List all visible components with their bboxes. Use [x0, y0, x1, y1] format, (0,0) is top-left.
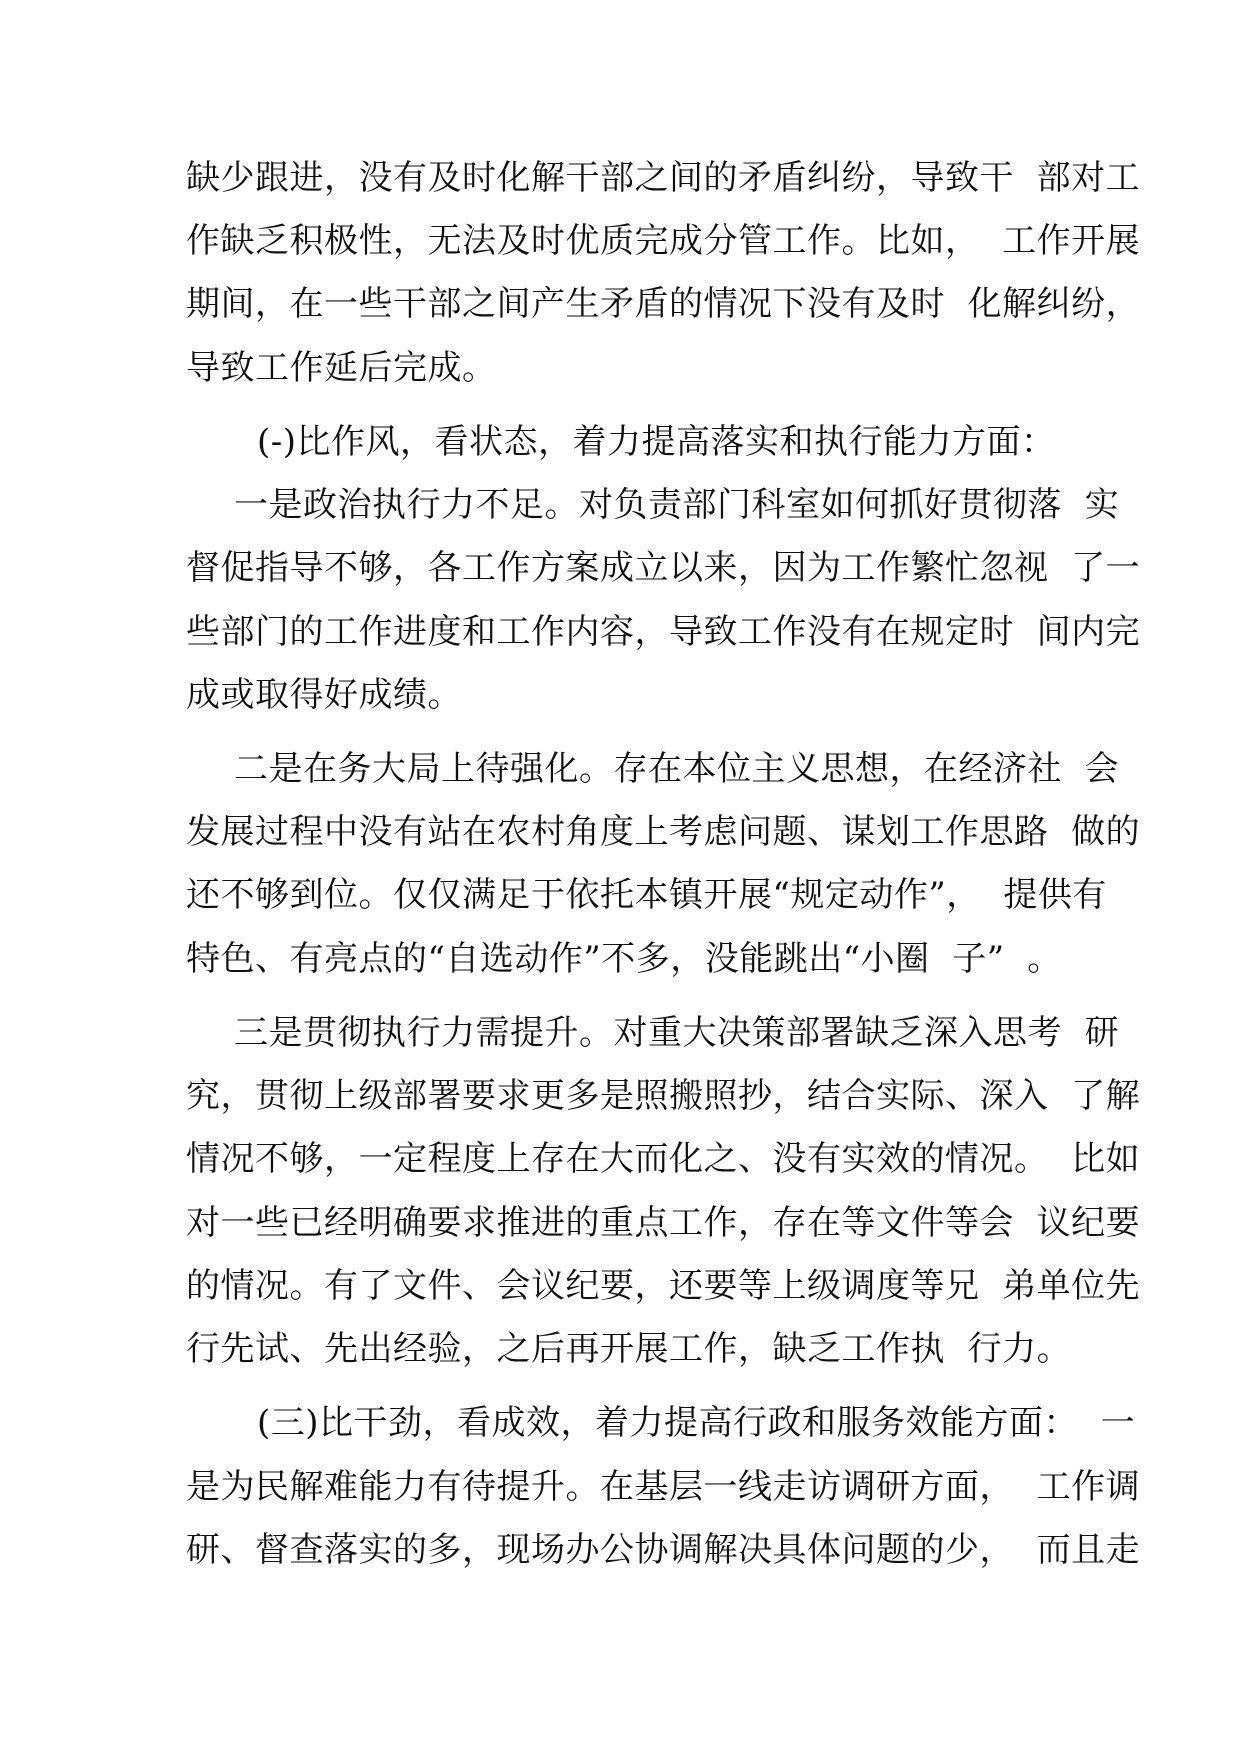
text-line: 导致工作延后完成。 — [186, 348, 497, 388]
text-line: 督促指导不够，各工作方案成立以来，因为工作繁忙忽视 了一 — [186, 548, 1141, 588]
text-line: 对一些已经明确要求推进的重点工作，存在等文件等会 议纪要 — [186, 1203, 1141, 1243]
text-line: 发展过程中没有站在农村角度上考虑问题、谋划工作思路 做的 — [186, 812, 1141, 852]
text-line: 二是在务大局上待强化。存在本位主义思想，在经济社 会 — [234, 749, 1120, 789]
text-line: 特色、有亮点的“自选动作”不多，没能跳出“小圈 子” 。 — [186, 939, 1062, 979]
text-line: 行先试、先出经验，之后再开展工作，缺乏工作执 行力。 — [186, 1329, 1072, 1369]
text-line: 情况不够，一定程度上存在大而化之、没有实效的情况。 比如 — [186, 1139, 1141, 1179]
text-line: 期间，在一些干部之间产生矛盾的情况下没有及时 化解纠纷， — [186, 284, 1141, 324]
text-line: 三是贯彻执行力需提升。对重大决策部署缺乏深入思考 研 — [234, 1013, 1120, 1053]
section-heading: (三)比干劲，看成效，着力提高行政和服务效能方面： 一 — [257, 1403, 1136, 1443]
text-line: 究，贯彻上级部署要求更多是照搬照抄，结合实际、深入 了解 — [186, 1076, 1141, 1116]
text-line: 研、督查落实的多，现场办公协调解决具体问题的少， 而且走 — [186, 1530, 1141, 1570]
text-line: 一是政治执行力不足。对负责部门科室如何抓好贯彻落 实 — [234, 485, 1120, 525]
text-line: 缺少跟进，没有及时化解干部之间的矛盾纠纷，导致干 部对工 — [186, 158, 1141, 198]
text-line: 些部门的工作进度和工作内容，导致工作没有在规定时 间内完 — [186, 612, 1141, 652]
text-line: 还不够到位。仅仅满足于依托本镇开展“规定动作”， 提供有 — [186, 875, 1107, 915]
text-line: 作缺乏积极性，无法及时优质完成分管工作。比如， 工作开展 — [186, 221, 1141, 261]
text-line: 成或取得好成绩。 — [186, 675, 462, 715]
text-line: 的情况。有了文件、会议纪要，还要等上级调度等兄 弟单位先 — [186, 1266, 1141, 1306]
text-line: 是为民解难能力有待提升。在基层一线走访调研方面， 工作调 — [186, 1467, 1141, 1507]
section-heading: (-)比作风，看状态，着力提高落实和执行能力方面： — [257, 422, 1056, 462]
